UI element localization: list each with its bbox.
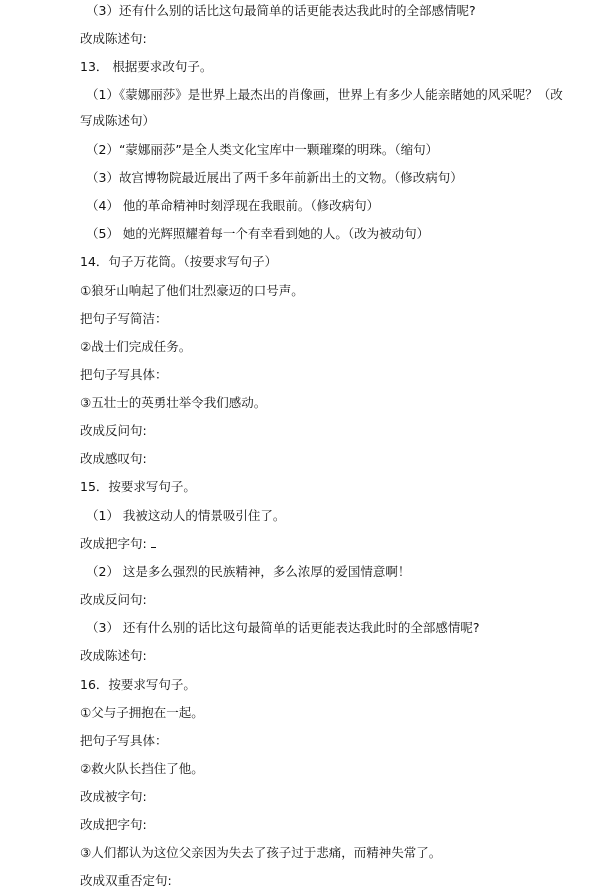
answer-prompt-rhetorical-2: 改成反问句: (80, 592, 147, 607)
question-14-heading: 14．句子万花筒。（按要求写句子） (80, 254, 278, 269)
item-13-2-text: （2）“蒙娜丽莎”是全人类文化宝库中一颗璀璨的明珠。（缩句） (86, 142, 439, 157)
answer-prompt-exclamatory: 改成感叹句: (80, 451, 147, 466)
answer-prompt-label: 改成把字句: (80, 536, 147, 551)
item-13-5-text: （5） 她的光辉照耀着每一个有幸看到她的人。（改为被动句） (86, 226, 430, 241)
item-14-2-text: ②战士们完成任务。 (80, 339, 192, 354)
item-14-3-text: ③五壮士的英勇壮举令我们感动。 (80, 395, 267, 410)
answer-prompt-simplify: 把句子写简洁： (80, 311, 168, 326)
answer-prompt-double-negative: 改成双重否定句: (80, 873, 172, 888)
question-13-heading: 13． 根据要求改句子。 (80, 59, 213, 74)
item-15-3-text: （3） 还有什么别的话比这句最简单的话更能表达我此时的全部感情呢? (86, 620, 480, 635)
item-13-1-text-cont: 写成陈述句） (80, 113, 156, 128)
answer-prompt-ba-sentence-2: 改成把字句: (80, 817, 147, 832)
item-13-4-text: （4） 他的革命精神时刻浮现在我眼前。（修改病句） (86, 198, 380, 213)
item-16-1-text: ①父与子拥抱在一起。 (80, 705, 204, 720)
item-14-1-text: ①狼牙山响起了他们壮烈豪迈的口号声。 (80, 283, 304, 298)
item-15-2-text: （2） 这是多么强烈的民族精神，多么浓厚的爱国情意啊！ (86, 564, 411, 579)
answer-prompt-rhetorical: 改成反问句: (80, 423, 147, 438)
answer-prompt-expand: 把句子写具体： (80, 367, 168, 382)
answer-prompt-ba-sentence (80, 536, 156, 552)
answer-prompt-declarative-2: 改成陈述句: (80, 648, 147, 663)
question-15-heading: 15．按要求写句子。 (80, 479, 196, 494)
question-16-heading: 16．按要求写句子。 (80, 677, 196, 692)
item-16-3-text: ③人们都认为这位父亲因为失去了孩子过于悲痛，而精神失常了。 (80, 845, 442, 860)
answer-mark (151, 543, 156, 548)
item-16-2-text: ②救火队长挡住了他。 (80, 761, 204, 776)
answer-prompt-expand-2: 把句子写具体： (80, 733, 168, 748)
item-15-1-text: （1） 我被这动人的情景吸引住了。 (86, 508, 286, 523)
answer-prompt-bei-sentence: 改成被字句: (80, 789, 147, 804)
item-13-1-text: （1）《蒙娜丽莎》是世界上最杰出的肖像画，世界上有多少人能亲睹她的风采呢？（改 (86, 87, 563, 102)
item-12-3-text: （3）还有什么别的话比这句最简单的话更能表达我此时的全部感情呢? (86, 3, 476, 18)
item-13-3-text: （3）故宫博物院最近展出了两千多年前新出土的文物。（修改病句） (86, 170, 463, 185)
answer-prompt-declarative: 改成陈述句: (80, 31, 147, 46)
